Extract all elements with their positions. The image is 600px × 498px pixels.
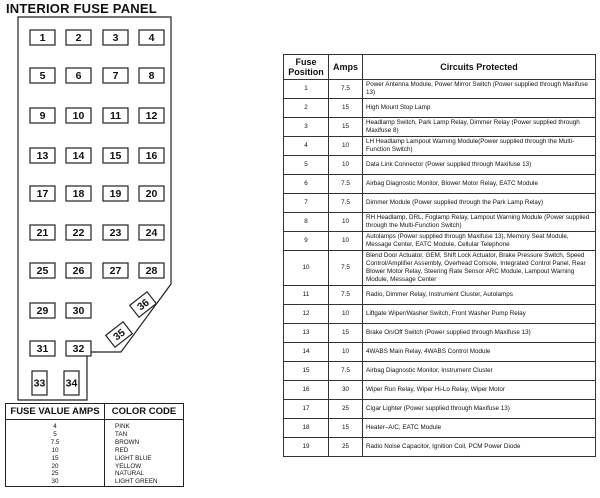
fuse-slot-3 (103, 30, 128, 45)
circuits-description: Blend Door Actuator, GEM, Shift Lock Actuator, Brake Pressure Switch, Speed Control/Amplifier Assembly, Overhead Console, Integrated Control Panel, Rear Blower Motor Relay, Steering Rate Sensor ARC Module, Lampout Warning Module, Message Center (363, 251, 596, 286)
table-row (284, 137, 596, 156)
fuse-slot-28 (139, 263, 164, 278)
fuse-slot-1 (30, 30, 55, 45)
fuse-amps: 10 (329, 213, 363, 232)
amp-value: 15 (6, 455, 105, 463)
fuse-slot-24 (139, 225, 164, 240)
circuits-description: Liftgate Wiper/Washer Switch, Front Washer Pump Relay (363, 304, 596, 323)
fuse-slot-33 (32, 371, 47, 395)
fuse-slot-11 (103, 108, 128, 123)
fuse-slot-number: 24 (145, 227, 158, 240)
fuse-slot-number: 27 (109, 265, 122, 278)
fuse-slot-number: 19 (109, 188, 122, 201)
fuse-slot-number: 25 (36, 265, 49, 278)
fuse-slot-2 (66, 30, 91, 45)
amp-value: 30 (6, 478, 105, 486)
fuse-slot-23 (103, 225, 128, 240)
table-row (284, 361, 596, 380)
fuse-slot-36 (130, 292, 157, 317)
table-row (284, 175, 596, 194)
fuse-slot-7 (103, 68, 128, 83)
amp-value: 10 (6, 447, 105, 455)
fuse-position: 3 (284, 118, 329, 137)
fuse-amps: 25 (329, 437, 363, 456)
fuse-slot-number: 20 (145, 188, 158, 201)
fuse-amps: 10 (329, 137, 363, 156)
fuse-slots (30, 30, 164, 395)
circuits-description: Airbag Diagnostic Monitor, Instrument Cluster (363, 361, 596, 380)
column-header-amps: Amps (329, 55, 363, 80)
fuse-amps: 10 (329, 342, 363, 361)
circuits-description: 4WABS Main Relay, 4WABS Control Module (363, 342, 596, 361)
color-table-header-row (6, 404, 184, 420)
fuse-slot-25 (30, 263, 55, 278)
fuse-amps: 7.5 (329, 175, 363, 194)
fuse-position: 6 (284, 175, 329, 194)
fuse-slot-17 (30, 186, 55, 201)
fuse-position: 4 (284, 137, 329, 156)
fuse-amps: 15 (329, 118, 363, 137)
circuits-description: Radio, Dimmer Relay, Instrument Cluster, Autolamps (363, 285, 596, 304)
fuse-amps: 10 (329, 232, 363, 251)
color-name: LIGHT GREEN (115, 478, 158, 486)
fuse-slot-9 (30, 108, 55, 123)
color-name: PINK (115, 423, 130, 430)
fuse-amps: 10 (329, 156, 363, 175)
fuse-slot-number: 28 (145, 265, 158, 278)
fuse-position: 5 (284, 156, 329, 175)
fuse-position: 13 (284, 323, 329, 342)
color-name: TAN (115, 430, 128, 438)
color-name: RED (115, 446, 129, 454)
fuse-slot-number: 3 (112, 32, 119, 45)
fuse-slot-number: 14 (72, 150, 85, 163)
fuse-slot-number: 4 (148, 32, 155, 45)
fuse-slot-22 (66, 225, 91, 240)
fuse-slot-number: 34 (65, 377, 78, 390)
fuse-amps: 15 (329, 99, 363, 118)
fuse-slot-number: 17 (36, 188, 49, 201)
fuse-amps: 15 (329, 418, 363, 437)
fuse-slot-number: 10 (72, 110, 85, 123)
fuse-slot-number: 9 (39, 110, 46, 123)
table-row (284, 342, 596, 361)
amp-value: 7.5 (6, 439, 105, 447)
fuse-slot-number: 35 (111, 326, 128, 344)
fuse-slot-number: 30 (72, 305, 85, 318)
fuse-slot-number: 12 (145, 110, 158, 123)
table-row (6, 420, 184, 431)
circuits-description: Dimmer Module (Power supplied through the Park Lamp Relay) (363, 194, 596, 213)
fuse-position: 15 (284, 361, 329, 380)
circuits-description: LH Headlamp Lampout Warning Module(Power supplied through the Multi-Function Switch) (363, 137, 596, 156)
fuse-slot-number: 1 (39, 32, 46, 45)
fuse-amps: 7.5 (329, 194, 363, 213)
fuse-slot-8 (139, 68, 164, 83)
fuse-amps: 7.5 (329, 251, 363, 286)
fuse-slot-number: 5 (39, 70, 46, 83)
column-header-color-code: COLOR CODE (105, 404, 184, 420)
amp-value: 20 (6, 463, 105, 471)
circuits-description: Data Link Connector (Power supplied through Maxifuse 13) (363, 156, 596, 175)
fuse-slot-4 (139, 30, 164, 45)
circuits-description: Heater–A/C, EATC Module (363, 418, 596, 437)
fuse-position: 7 (284, 194, 329, 213)
table-row (284, 156, 596, 175)
fuse-slot-30 (66, 303, 91, 318)
fuse-amps: 7.5 (329, 80, 363, 99)
table-row (284, 213, 596, 232)
fuse-color-code-table (5, 403, 184, 487)
fuse-position: 1 (284, 80, 329, 99)
fuse-slot-19 (103, 186, 128, 201)
table-row (284, 251, 596, 286)
circuits-description: Cigar Lighter (Power supplied through Maxifuse 13) (363, 399, 596, 418)
fuse-position: 18 (284, 418, 329, 437)
panel-title: INTERIOR FUSE PANEL (6, 1, 157, 16)
table-row (284, 437, 596, 456)
fuse-slot-5 (30, 68, 55, 83)
fuse-slot-34 (64, 371, 79, 395)
fuse-slot-number: 23 (109, 227, 122, 240)
fuse-slot-15 (103, 148, 128, 163)
fuse-slot-number: 33 (33, 377, 46, 390)
fuse-slot-10 (66, 108, 91, 123)
fuse-slot-20 (139, 186, 164, 201)
fuse-slot-14 (66, 148, 91, 163)
fuse-slot-29 (30, 303, 55, 318)
fuse-position: 14 (284, 342, 329, 361)
amp-value: 25 (6, 470, 105, 478)
circuits-description: Headlamp Switch, Park Lamp Relay, Dimmer Relay (Power supplied through Maxifuse 8) (363, 118, 596, 137)
fuse-amps: 25 (329, 399, 363, 418)
fuse-slot-18 (66, 186, 91, 201)
fuse-slot-21 (30, 225, 55, 240)
fuse-slot-31 (30, 341, 55, 356)
table-row (284, 285, 596, 304)
table-row (284, 194, 596, 213)
table-row (6, 431, 184, 439)
circuits-description: Power Antenna Module, Power Mirror Switch (Power supplied through Maxifuse 13) (363, 80, 596, 99)
table-row (6, 478, 184, 486)
table-row (284, 418, 596, 437)
circuits-description: Airbag Diagnostic Monitor, Blower Motor Relay, EATC Module (363, 175, 596, 194)
amp-value: 4 (6, 420, 105, 431)
table-row (6, 463, 184, 471)
fuse-position: 19 (284, 437, 329, 456)
fuse-amps: 30 (329, 380, 363, 399)
fuse-position: 17 (284, 399, 329, 418)
table-row (6, 455, 184, 463)
fuse-slot-number: 29 (36, 305, 49, 318)
fuse-position: 8 (284, 213, 329, 232)
fuse-position: 11 (284, 285, 329, 304)
table-row (284, 399, 596, 418)
fuse-slot-number: 11 (109, 110, 122, 123)
fuse-slot-number: 22 (72, 227, 85, 240)
column-header-fuse-value-amps: FUSE VALUE AMPS (6, 404, 105, 420)
fuse-slot-number: 18 (72, 188, 85, 201)
circuits-description: Autolamps (Power supplied through Maxifuse 13), Memory Seat Module, Message Center, EATC Module, Cellular Telephone (363, 232, 596, 251)
fuse-slot-number: 16 (145, 150, 158, 163)
fuse-slot-32 (66, 341, 91, 356)
fuse-slot-35 (106, 322, 133, 347)
table-row (6, 447, 184, 455)
fuse-slot-number: 21 (36, 227, 49, 240)
table-row (6, 470, 184, 478)
fuse-slot-number: 13 (36, 150, 49, 163)
table-row (284, 232, 596, 251)
fuse-slot-6 (66, 68, 91, 83)
column-header-fuse-position: Fuse Position (284, 55, 329, 80)
fuse-slot-number: 6 (75, 70, 82, 83)
fuse-slot-number: 26 (72, 265, 85, 278)
fuse-slot-16 (139, 148, 164, 163)
fuse-amps: 10 (329, 304, 363, 323)
fuse-slot-number: 7 (112, 70, 119, 83)
fuse-slot-number: 31 (36, 343, 49, 356)
color-name: NATURAL (115, 470, 144, 478)
fuse-amps: 7.5 (329, 285, 363, 304)
table-row (284, 118, 596, 137)
fuse-position: 9 (284, 232, 329, 251)
circuits-description: Brake On/Off Switch (Power supplied through Maxifuse 13) (363, 323, 596, 342)
circuits-description: Radio Noise Capacitor, Ignition Coil, PCM Power Diode (363, 437, 596, 456)
fuse-slot-number: 36 (135, 296, 152, 314)
table-row (284, 380, 596, 399)
fuse-slot-26 (66, 263, 91, 278)
circuit-table-header-row (284, 55, 596, 80)
fuse-position: 10 (284, 251, 329, 286)
fuse-slot-number: 15 (109, 150, 122, 163)
color-name: YELLOW (115, 462, 142, 470)
circuits-description: High Mount Stop Lamp (363, 99, 596, 118)
fuse-panel-diagram (0, 0, 190, 402)
table-row (284, 99, 596, 118)
color-name: LIGHT BLUE (115, 454, 152, 462)
fuse-amps: 15 (329, 323, 363, 342)
fuse-position: 12 (284, 304, 329, 323)
circuits-description: Wiper Run Relay, Wiper Hi-Lo Relay, Wiper Motor (363, 380, 596, 399)
fuse-slot-number: 32 (72, 343, 85, 356)
fuse-position: 16 (284, 380, 329, 399)
fuse-slot-13 (30, 148, 55, 163)
fuse-slot-number: 8 (148, 70, 155, 83)
fuse-amps: 7.5 (329, 361, 363, 380)
table-row (284, 304, 596, 323)
table-row (284, 80, 596, 99)
amp-value: 5 (6, 431, 105, 439)
table-row (284, 323, 596, 342)
circuits-description: RH Headlamp, DRL, Foglamp Relay, Lampout Warning Module (Power supplied through the Multi-Function Switch) (363, 213, 596, 232)
fuse-position: 2 (284, 99, 329, 118)
column-header-circuits-protected: Circuits Protected (363, 55, 596, 80)
table-row (6, 439, 184, 447)
circuits-protected-table (283, 54, 596, 457)
fuse-slot-27 (103, 263, 128, 278)
fuse-slot-12 (139, 108, 164, 123)
fuse-slot-number: 2 (75, 32, 82, 45)
color-name: BROWN (115, 438, 140, 446)
